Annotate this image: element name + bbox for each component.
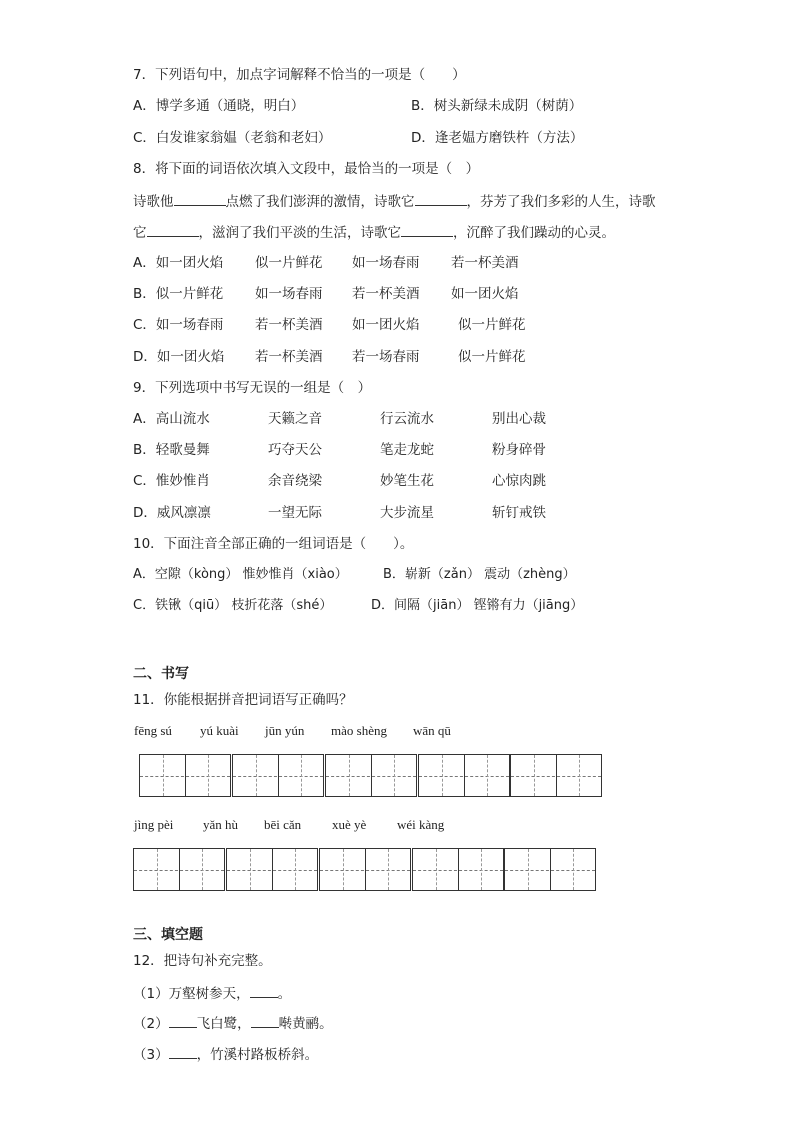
- answer-blank[interactable]: [401, 223, 453, 237]
- writing-box[interactable]: [418, 754, 510, 797]
- q9-option-b-3: 笔走龙蛇: [380, 442, 434, 458]
- q12-text: ，竹溪村路板桥斜。: [196, 1047, 319, 1063]
- writing-box[interactable]: [325, 754, 417, 797]
- q8-text: 诗歌他: [133, 194, 174, 210]
- pinyin-label: yǎn hù: [203, 817, 239, 832]
- section-title-writing: 二、书写: [133, 666, 189, 682]
- pinyin-label: bēi cǎn: [264, 817, 302, 832]
- q8-text: 点燃了我们澎湃的激情，诗歌它: [225, 194, 415, 210]
- q8-option-b-4: 如一团火焰: [451, 286, 519, 302]
- writing-box[interactable]: [412, 848, 504, 891]
- pinyin-label: mào shèng: [331, 723, 387, 738]
- q8-passage-line1: [133, 192, 656, 211]
- q7-option-d: D．逢老媪方磨铁杵（方法）: [411, 130, 584, 146]
- q8-stem: 8．将下面的词语依次填入文段中，最恰当的一项是（ ）: [133, 161, 480, 177]
- writing-box[interactable]: [510, 754, 602, 797]
- q12-text: （3）: [133, 1047, 169, 1063]
- q9-option-d-3: 大步流星: [380, 505, 434, 521]
- q9-option-c-2: 余音绕梁: [268, 473, 322, 489]
- answer-blank[interactable]: [169, 1014, 197, 1028]
- q9-option-c-4: 心惊肉跳: [492, 473, 546, 489]
- q8-option-a-1: A．如一团火焰: [133, 255, 224, 271]
- q10-stem: 10．下面注音全部正确的一组词语是（ ）。: [133, 536, 414, 552]
- writing-box[interactable]: [319, 848, 411, 891]
- pinyin-label: wéi kàng: [397, 817, 445, 832]
- writing-box[interactable]: [133, 848, 225, 891]
- writing-grid-row1: [139, 754, 602, 798]
- q12-text: （2）: [133, 1016, 169, 1032]
- writing-box[interactable]: [226, 848, 318, 891]
- q10-option-d: D．间隔（jiān） 铿锵有力（jiāng）: [371, 598, 584, 613]
- q12-line2: [133, 1014, 333, 1033]
- q9-option-a-2: 天籁之音: [268, 411, 322, 427]
- q8-option-d-1: D．如一团火焰: [133, 349, 225, 365]
- q9-stem: 9．下列选项中书写无误的一组是（ ）: [133, 380, 372, 396]
- q9-option-b-1: B．轻歌曼舞: [133, 442, 210, 458]
- q12-stem: 12．把诗句补充完整。: [133, 953, 272, 969]
- q8-text: ，芬芳了我们多彩的人生，诗歌: [466, 194, 656, 210]
- answer-blank[interactable]: [415, 192, 467, 206]
- q12-text: （1）万壑树参天，: [133, 986, 250, 1002]
- q8-option-a-2: 似一片鲜花: [255, 255, 323, 271]
- q9-option-a-1: A．高山流水: [133, 411, 210, 427]
- q8-text: 它: [133, 225, 147, 241]
- q8-option-b-3: 若一杯美酒: [352, 286, 420, 302]
- q8-option-b-1: B．似一片鲜花: [133, 286, 224, 302]
- answer-blank[interactable]: [174, 192, 226, 206]
- q9-option-d-1: D．威风凛凛: [133, 505, 211, 521]
- q8-option-d-3: 若一场春雨: [352, 349, 420, 365]
- q9-option-b-2: 巧夺天公: [268, 442, 322, 458]
- q12-line1: [133, 984, 291, 1003]
- q12-text: 。: [277, 986, 292, 1002]
- writing-box[interactable]: [504, 848, 596, 891]
- q8-option-a-4: 若一杯美酒: [451, 255, 519, 271]
- q7-option-a: A．博学多通（通晓，明白）: [133, 98, 305, 114]
- pinyin-label: wān qū: [413, 723, 451, 738]
- q9-option-c-1: C．惟妙惟肖: [133, 473, 210, 489]
- q8-passage-line2: [133, 223, 615, 242]
- pinyin-label: yú kuài: [200, 723, 239, 738]
- q12-line3: [133, 1045, 318, 1064]
- q8-option-a-3: 如一场春雨: [352, 255, 420, 271]
- pinyin-label: xuè yè: [332, 817, 367, 832]
- pinyin-label: jūn yún: [265, 723, 305, 738]
- writing-box[interactable]: [139, 754, 231, 797]
- q8-option-d-2: 若一杯美酒: [255, 349, 323, 365]
- writing-grid-row2: [133, 848, 596, 892]
- q10-option-c: C．铁锹（qiū） 枝折花落（shé）: [133, 598, 333, 613]
- q8-text: ，沉醉了我们躁动的心灵。: [453, 225, 615, 241]
- q10-option-b: B．崭新（zǎn） 震动（zhèng）: [383, 567, 576, 582]
- answer-blank[interactable]: [147, 223, 199, 237]
- q9-option-a-3: 行云流水: [380, 411, 434, 427]
- writing-box[interactable]: [232, 754, 324, 797]
- q7-option-c: C．白发谁家翁媪（老翁和老妇）: [133, 130, 332, 146]
- answer-blank[interactable]: [251, 1014, 279, 1028]
- q8-option-c-3: 如一团火焰: [352, 317, 420, 333]
- q8-option-c-1: C．如一场春雨: [133, 317, 224, 333]
- q9-option-d-4: 斩钉戒铁: [492, 505, 546, 521]
- q12-text: 飞白鹭，: [196, 1016, 251, 1032]
- q8-option-c-4: 似一片鲜花: [458, 317, 526, 333]
- q9-option-c-3: 妙笔生花: [380, 473, 434, 489]
- q8-text: ，滋润了我们平淡的生活，诗歌它: [198, 225, 401, 241]
- q8-option-b-2: 如一场春雨: [255, 286, 323, 302]
- q8-option-d-4: 似一片鲜花: [458, 349, 526, 365]
- pinyin-label: jìng pèi: [134, 817, 174, 832]
- pinyin-label: fēng sú: [134, 723, 172, 738]
- section-title-fill-in: 三、填空题: [133, 927, 203, 943]
- answer-blank[interactable]: [169, 1045, 197, 1059]
- answer-blank[interactable]: [250, 984, 278, 998]
- q7-option-b: B．树头新绿未成阴（树荫）: [411, 98, 583, 114]
- q8-option-c-2: 若一杯美酒: [255, 317, 323, 333]
- q9-option-d-2: 一望无际: [268, 505, 322, 521]
- q9-option-a-4: 别出心裁: [492, 411, 546, 427]
- q10-option-a: A．空隙（kòng） 惟妙惟肖（xiào）: [133, 567, 348, 582]
- q11-stem: 11．你能根据拼音把词语写正确吗？: [133, 692, 353, 708]
- q9-option-b-4: 粉身碎骨: [492, 442, 546, 458]
- q12-text: 啭黄鹂。: [278, 1016, 333, 1032]
- q7-stem: 7．下列语句中，加点字词解释不恰当的一项是（ ）: [133, 67, 466, 83]
